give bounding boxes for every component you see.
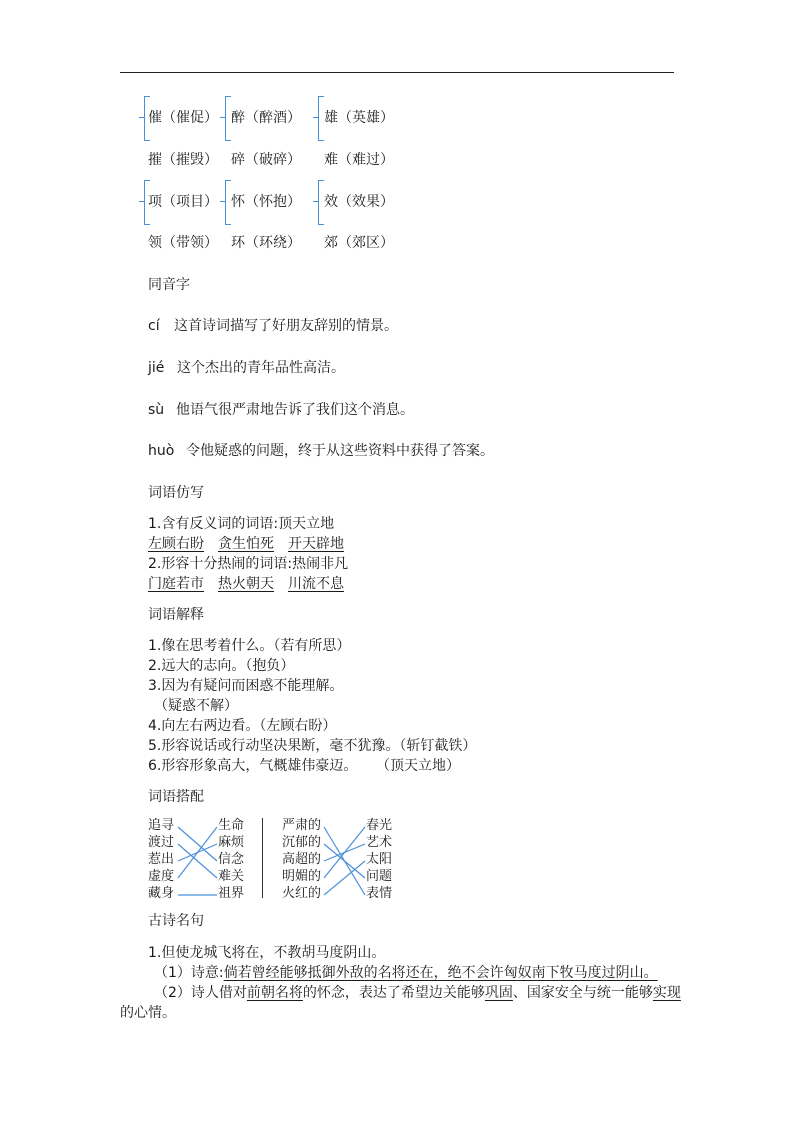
match-word: 严肃的 [282, 818, 322, 833]
section-heading-imitation: 词语仿写 [148, 485, 204, 501]
match-word: 沉郁的 [282, 835, 322, 850]
match-word: 火红的 [282, 886, 322, 901]
imitation-answer: 贪生怕死 [218, 536, 274, 552]
match-word: 表情 [366, 886, 393, 901]
word-pair-bottom: 碎（破碎） [231, 152, 301, 168]
match-line [324, 844, 365, 878]
match-word: 惹出 [148, 852, 175, 867]
match-word: 虚度 [148, 869, 175, 884]
word-pair-bottom: 郊（郊区） [324, 235, 394, 251]
poetry-line-3 [154, 984, 681, 1002]
sentence: 这个杰出的青年品性高洁。 [177, 360, 345, 376]
word-pair-bottom: 摧（摧毁） [148, 152, 218, 168]
sentence: 他语气很严肃地告诉了我们这个消息。 [176, 402, 414, 418]
pinyin: sù [148, 402, 165, 418]
poetry-line-1: 1.但使龙城飞将在，不教胡马度阴山。 [148, 945, 386, 961]
explanation-line: 2.远大的志向。（抱负） [148, 658, 295, 674]
match-word: 太阳 [366, 852, 393, 867]
explanation-line: 1.像在思考着什么。（若有所思） [148, 638, 351, 654]
word-pair-top: 催（催促） [148, 110, 218, 126]
imitation-question-1: 1.含有反义词的词语:顶天立地 [148, 516, 335, 532]
explanation-line: 6.形容形象高大，气概雄伟豪迈。 [148, 758, 358, 774]
match-word: 难关 [218, 869, 245, 884]
pinyin: huò [148, 443, 175, 459]
poetry-underlined: 巩固 [484, 985, 513, 1001]
match-word: 春光 [366, 818, 393, 833]
match-word: 生命 [218, 818, 245, 833]
section-heading-matching: 词语搭配 [148, 789, 204, 805]
explanation-line: （疑惑不解） [154, 698, 238, 714]
word-pair-bottom: 领（带领） [148, 235, 218, 251]
match-word: 问题 [366, 869, 393, 884]
explanation-line: 4.向左右两边看。（左顾右盼） [148, 718, 337, 734]
word-pair-top: 效（效果） [324, 194, 394, 210]
poetry-meaning: 倘若曾经能够抵御外敌的名将还在，绝不会许匈奴南下牧马度过阴山。 [223, 965, 658, 981]
match-line [178, 827, 217, 861]
match-word: 渡过 [148, 835, 175, 850]
match-word: 高超的 [282, 852, 322, 867]
match-word: 追寻 [148, 818, 175, 833]
section-heading-homophones: 同音字 [148, 277, 190, 293]
match-word: 麻烦 [218, 835, 245, 850]
poetry-text: （2）诗人借对 [154, 985, 247, 1001]
word-pair-top: 雄（英雄） [324, 110, 394, 126]
imitation-answer: 左顾右盼 [148, 536, 204, 552]
sentence: 令他疑惑的问题，终于从这些资料中获得了答案。 [186, 443, 494, 459]
section-heading-poetry: 古诗名句 [148, 913, 204, 929]
pinyin: cí [148, 318, 160, 334]
poetry-underlined: 实现 [652, 985, 681, 1001]
pinyin: jié [148, 360, 165, 376]
word-pair-bottom: 环（环绕） [231, 235, 301, 251]
imitation-answer: 川流不息 [288, 576, 344, 592]
poetry-underlined: 前朝名将 [246, 985, 303, 1001]
word-pair-bottom: 难（难过） [324, 152, 394, 168]
imitation-answer: 热火朝天 [218, 576, 274, 592]
match-word: 艺术 [366, 835, 393, 850]
poetry-text: 的怀念，表达了希望边关能够 [302, 985, 485, 1001]
explanation-line: 3.因为有疑问而困惑不能理解。 [148, 678, 344, 694]
match-line [178, 827, 217, 878]
match-word: 藏身 [148, 886, 175, 901]
explanation-line: 5.形容说话或行动坚决果断，毫不犹豫。（斩钉截铁） [148, 738, 477, 754]
word-pair-top: 醉（醉酒） [231, 110, 301, 126]
match-word: 信念 [218, 852, 245, 867]
poetry-line-2 [154, 964, 658, 982]
match-line [324, 861, 365, 895]
word-pair-top: 怀（怀抱） [231, 194, 301, 210]
match-word: 祖界 [218, 886, 245, 901]
poetry-text: 、国家安全与统一能够 [512, 985, 653, 1001]
word-pair-top: 项（项目） [148, 194, 218, 210]
imitation-answer: 开天辟地 [288, 536, 344, 552]
match-line [178, 844, 217, 878]
imitation-question-2: 2.形容十分热闹的词语:热闹非凡 [148, 556, 349, 572]
match-word: 明媚的 [282, 869, 322, 884]
imitation-answer: 门庭若市 [148, 576, 204, 592]
sentence: 这首诗词描写了好朋友辞别的情景。 [174, 318, 398, 334]
section-heading-explanation: 词语解释 [148, 607, 204, 623]
poetry-line-4: 的心情。 [120, 1005, 176, 1021]
match-line [324, 827, 365, 878]
poetry-label: （1）诗意: [154, 965, 224, 981]
matching-divider [262, 818, 263, 898]
explanation-line: （顶天立地） [376, 758, 460, 774]
